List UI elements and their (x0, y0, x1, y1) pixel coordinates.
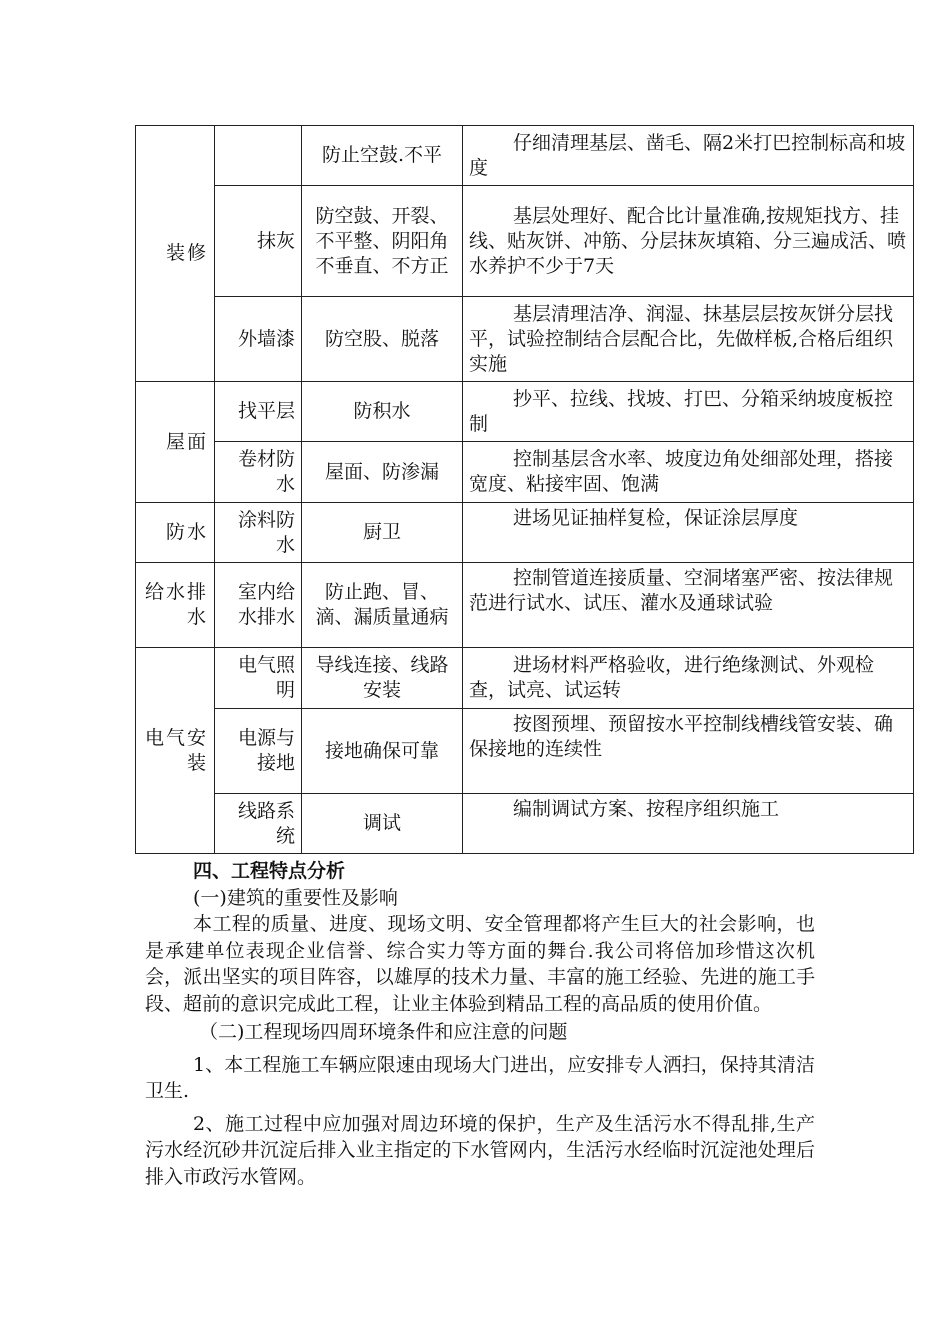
category-cell: 装修 (136, 126, 215, 382)
measure-cell (463, 126, 914, 186)
measure-cell (463, 297, 914, 382)
paragraph: 本工程的质量、进度、现场文明、安全管理都将产生巨大的社会影响，也是承建单位表现企业信誉、综合实力等方面的舞台.我公司将倍加珍惜这次机会，派出坚实的项目阵容，以雄厚的技术力量、丰富的施工经验、先进的施工手段、超前的意识完成此工程，让业主体验到精品工程的高品质的使用价值。 (145, 913, 815, 1015)
measure-cell (463, 563, 914, 648)
issue-cell: 导线连接、线路安装 (302, 648, 463, 709)
sub-item-cell: 涂料防水 (215, 503, 302, 563)
measure-cell (463, 382, 914, 442)
sub-item-cell (215, 126, 302, 186)
measure-text: 按图预埋、预留按水平控制线槽线管安装、确保接地的连续性 (469, 713, 894, 760)
quality-control-table (135, 125, 914, 854)
subsection-title: （二)工程现场四周环境条件和应注意的问题 (199, 1021, 568, 1043)
measure-text: 控制基层含水率、坡度边角处细部处理，搭接宽度、粘接牢固、饱满 (469, 448, 894, 495)
paragraph: 1、本工程施工车辆应限速由现场大门进出，应安排专人洒扫，保持其清洁卫生. (145, 1053, 815, 1102)
sub-item-cell: 线路系统 (215, 794, 302, 854)
sub-item-cell: 电气照明 (215, 648, 302, 709)
measure-text: 进场见证抽样复检，保证涂层厚度 (513, 507, 799, 529)
measure-cell (463, 709, 914, 794)
table-row (136, 709, 914, 794)
issue-cell: 厨卫 (302, 503, 463, 563)
table-row (136, 794, 914, 854)
category-cell: 电气安装 (136, 648, 215, 854)
measure-cell (463, 648, 914, 709)
sub-item-cell: 找平层 (215, 382, 302, 442)
sub-item-cell: 电源与接地 (215, 709, 302, 794)
table-row (136, 297, 914, 382)
measure-text: 编制调试方案、按程序组织施工 (513, 798, 780, 820)
table-row (136, 186, 914, 297)
issue-cell: 防空股、脱落 (302, 297, 463, 382)
issue-cell: 防止空鼓.不平 (302, 126, 463, 186)
paragraph: 2、施工过程中应加强对周边环境的保护，生产及生活污水不得乱排,生产污水经沉砂井沉淀后排入业主指定的下水管网内，生活污水经临时沉淀池处理后排入市政污水管网。 (145, 1112, 815, 1188)
sub-item-cell: 外墙漆 (215, 297, 302, 382)
subsection-title: (一)建筑的重要性及影响 (193, 886, 398, 909)
issue-cell: 接地确保可靠 (302, 709, 463, 794)
table-row (136, 563, 914, 648)
measure-text: 基层处理好、配合比计量准确,按规矩找方、挂线、贴灰饼、冲筋、分层抹灰填箱、分三遍成活、喷水养护不少于7天 (469, 204, 907, 277)
measure-cell (463, 186, 914, 297)
section-heading: 四、工程特点分析 (193, 860, 346, 882)
table-row (136, 442, 914, 503)
table-row (136, 382, 914, 442)
measure-text: 仔细清理基层、凿毛、隔2米打巴控制标高和坡度 (469, 131, 906, 179)
issue-cell: 防空鼓、开裂、不平整、阴阳角不垂直、不方正 (302, 186, 463, 297)
measure-cell (463, 794, 914, 854)
issue-cell: 防止跑、冒、滴、漏质量通病 (302, 563, 463, 648)
sub-item-cell: 卷材防水 (215, 442, 302, 503)
category-cell: 屋面 (136, 382, 215, 503)
category-cell: 防水 (136, 503, 215, 563)
measure-cell (463, 503, 914, 563)
sub-item-cell: 抹灰 (215, 186, 302, 297)
measure-text: 基层清理洁净、润湿、抹基层层按灰饼分层找平，试验控制结合层配合比，先做样板,合格后组织实施 (469, 302, 894, 375)
body-text (145, 858, 815, 1190)
table-row (136, 648, 914, 709)
issue-cell: 调试 (302, 794, 463, 854)
table-row (136, 126, 914, 186)
category-cell: 给水排水 (136, 563, 215, 648)
table-row (136, 503, 914, 563)
issue-cell: 屋面、防渗漏 (302, 442, 463, 503)
sub-item-cell: 室内给水排水 (215, 563, 302, 648)
measure-text: 抄平、拉线、找坡、打巴、分箱采纳坡度板控制 (469, 387, 894, 435)
measure-cell (463, 442, 914, 503)
measure-text: 进场材料严格验收，进行绝缘测试、外观检查，试亮、试运转 (469, 654, 875, 701)
issue-cell: 防积水 (302, 382, 463, 442)
measure-text: 控制管道连接质量、空洞堵塞严密、按法律规范进行试水、试压、灌水及通球试验 (469, 567, 894, 614)
